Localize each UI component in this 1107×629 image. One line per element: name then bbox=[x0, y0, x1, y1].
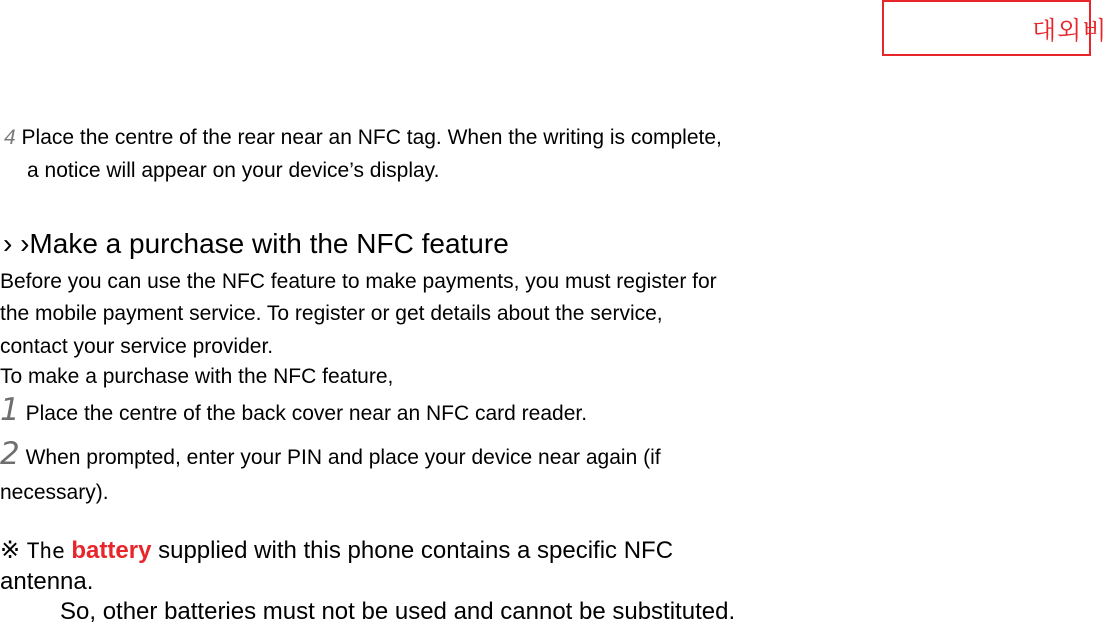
intro-line-3: contact your service provider. bbox=[0, 335, 274, 358]
section-heading bbox=[3, 228, 509, 260]
intro-line-4: To make a purchase with the NFC feature, bbox=[0, 365, 394, 388]
intro-line-2: the mobile payment service. To register or get details about the service, bbox=[0, 302, 663, 325]
step-2 bbox=[0, 436, 661, 472]
step-1-number: 1 bbox=[0, 392, 20, 428]
reference-mark-icon: ※ bbox=[0, 537, 21, 564]
battery-note bbox=[0, 536, 673, 565]
note-the: The bbox=[26, 539, 65, 563]
step-2-number: 2 bbox=[0, 436, 20, 472]
step-4-text: Place the centre of the rear near an NFC tag. When the writing is complete, bbox=[21, 126, 722, 149]
step-4-number: 4 bbox=[4, 126, 16, 149]
step-2-continuation: necessary). bbox=[0, 481, 109, 504]
step-4-line-1 bbox=[4, 126, 722, 150]
battery-highlight: battery bbox=[71, 537, 152, 564]
step-2-text: When prompted, enter your PIN and place your device near again (if bbox=[25, 446, 661, 469]
chevron-icon: › bbox=[3, 228, 13, 259]
note-text: supplied with this phone contains a specific NFC bbox=[158, 537, 674, 564]
note-line-2: antenna. bbox=[0, 568, 94, 595]
confidential-stamp bbox=[882, 0, 1107, 56]
step-1 bbox=[0, 392, 587, 428]
intro-line-1: Before you can use the NFC feature to make payments, you must register for bbox=[0, 270, 717, 293]
stamp-text: 대외비 bbox=[1032, 16, 1107, 45]
step-4-line-2: a notice will appear on your device’s display. bbox=[27, 159, 440, 182]
step-1-text: Place the centre of the back cover near an NFC card reader. bbox=[25, 402, 588, 425]
section-title: ›Make a purchase with the NFC feature bbox=[20, 228, 509, 259]
note-line-3: So, other batteries must not be used and cannot be substituted. bbox=[60, 598, 736, 625]
